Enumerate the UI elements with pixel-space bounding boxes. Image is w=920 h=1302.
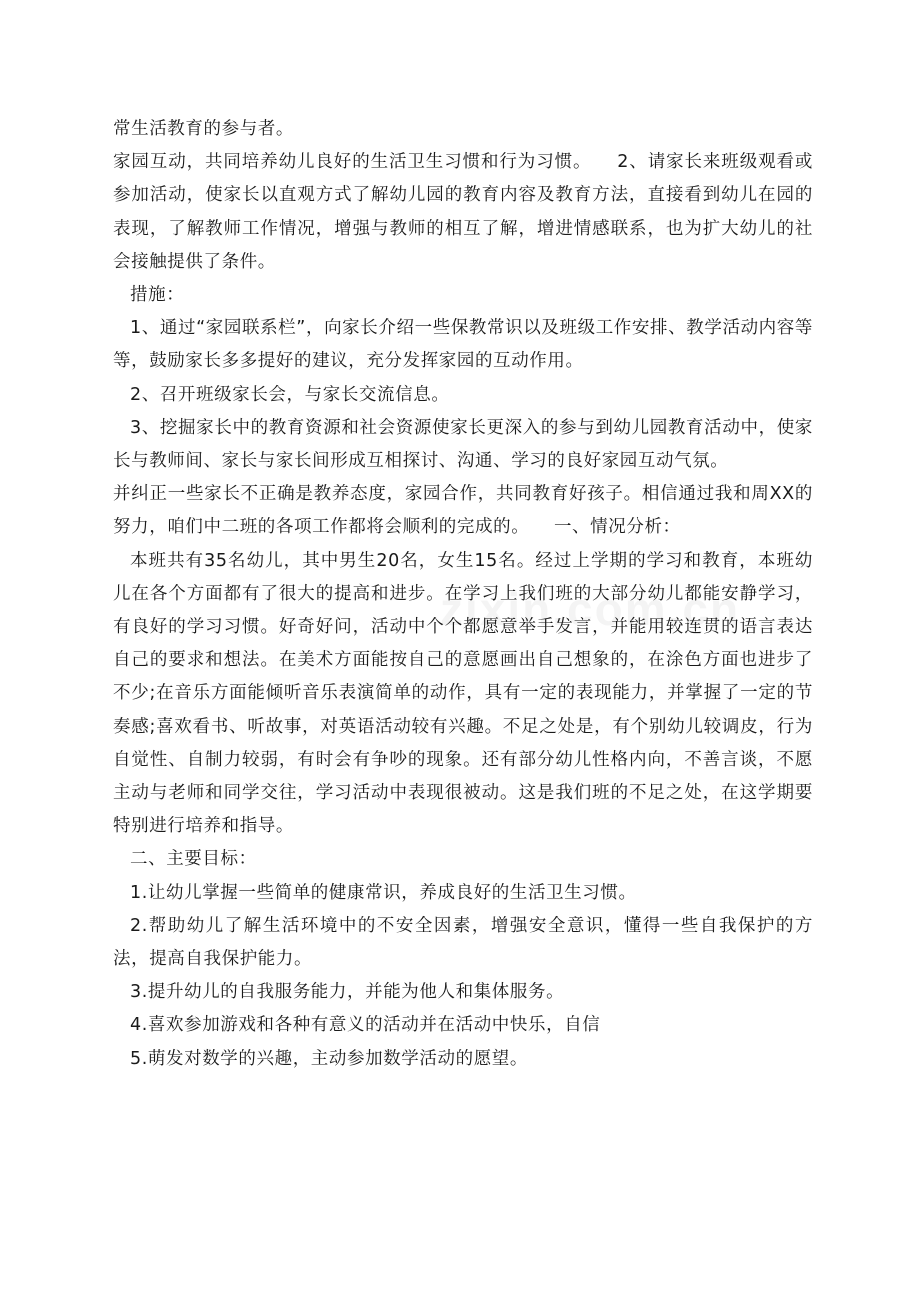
paragraph-measures-heading: 措施：	[130, 285, 185, 306]
paragraph-goal-5: 5.萌发对数学的兴趣，主动参加数学活动的愿望。	[130, 1048, 528, 1069]
paragraph-goal-4: 4.喜欢参加游戏和各种有意义的活动并在活动中快乐，自信	[130, 1015, 601, 1036]
paragraph-goal-2: 2.帮助幼儿了解生活环境中的不安全因素，增强安全意识，懂得一些自我保护的方法，提高自我保护能力。	[113, 915, 813, 970]
document-body	[113, 113, 813, 1076]
paragraph-measure-1: 1、通过“家园联系栏”，向家长介绍一些保教常识以及班级工作安排、教学活动内容等等，鼓励家长多多提好的建议，充分发挥家园的互动作用。	[113, 318, 813, 372]
paragraph-goals-heading: 二、主要目标：	[130, 849, 257, 870]
paragraph-situation-analysis: 本班共有35名幼儿，其中男生20名，女生15名。经过上学期的学习和教育，本班幼儿在各个方面都有了很大的提高和进步。在学习上我们班的大部分幼儿都能安静学习，有良好的学习习惯。好奇好问，活动中个个都愿意举手发言，并能用较连贯的语言表达自己的要求和想法。在美术方面能按自己的意愿画出自己想象的，在涂色方面也进步了不少;在音乐方面能倾听音乐表演简单的动作，具有一定的表现能力，并掌握了一定的节奏感;喜欢看书、听故事，对英语活动较有兴趣。不足之处是，有个别幼儿较调皮，行为自觉性、自制力较弱，有时会有争吵的现象。还有部分幼儿性格内向，不善言谈，不愿主动与老师和同学交往，学习活动中表现很被动。这是我们班的不足之处，在这学期要特别进行培养和指导。	[113, 550, 813, 837]
paragraph-intro-fragment: 常生活教育的参与者。	[113, 119, 294, 139]
paragraph-measure-2: 2、召开班级家长会，与家长交流信息。	[130, 384, 450, 405]
paragraph-cooperation: 并纠正一些家长不正确是教养态度，家园合作，共同教育好孩子。相信通过我和周XX的努力，咱们中二班的各项工作都将会顺利的完成的。 一、情况分析：	[113, 484, 813, 538]
paragraph-measure-3: 3、挖掘家长中的教育资源和社会资源使家长更深入的参与到幼儿园教育活动中，使家长与教师间、家长与家长间形成互相探讨、沟通、学习的良好家园互动气氛。	[113, 417, 813, 472]
paragraph-goal-3: 3.提升幼儿的自我服务能力，并能为他人和集体服务。	[130, 982, 565, 1003]
paragraph-home-interaction: 家园互动，共同培养幼儿良好的生活卫生习惯和行为习惯。 2、请家长来班级观看或参加活动，使家长以直观方式了解幼儿园的教育内容及教育方法，直接看到幼儿在园的表现，了解教师工作情况，增强与教师的相互了解，增进情感联系，也为扩大幼儿的社会接触提供了条件。	[113, 152, 813, 272]
paragraph-goal-1: 1.让幼儿掌握一些简单的健康常识，养成良好的生活卫生习惯。	[130, 882, 637, 903]
